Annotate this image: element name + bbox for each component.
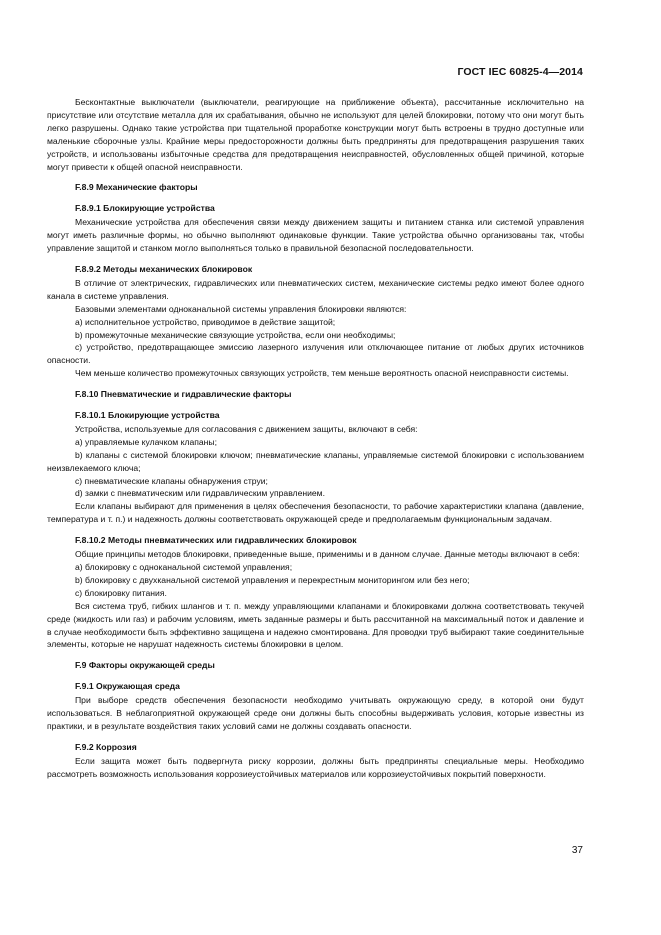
paragraph: Если защита может быть подвергнута риску коррозии, должны быть предприняты специальные меры. Необходимо рассмотреть возможность использования коррозиеустойчивых материалов или коррозиеустойчивых покрытий поверхности. bbox=[47, 755, 584, 779]
paragraph: При выборе средств обеспечения безопасности необходимо учитывать окружающую среду, в которой они будут использоваться. В неблагоприятной окружающей среде они должны быть способны выдерживать условия, которые известны из практики, и в результате воздействия таких условий сами не должны создавать опасности. bbox=[47, 695, 584, 731]
section-heading: F.9.1 Окружающая среда bbox=[75, 681, 180, 692]
list-item: b) клапаны с системой блокировки ключом; пневматические клапаны, управляемые системой блокировки с использованием неизвлекаемого ключа; bbox=[47, 449, 584, 473]
list-item: c) блокировку питания. bbox=[75, 587, 167, 598]
list-item: а) исполнительное устройство, приводимое в действие защитой; bbox=[75, 316, 336, 327]
paragraph: Вся система труб, гибких шлангов и т. п. между управляющими клапанами и блокировками должна соответствовать текучей среде (жидкость или газ) и рабочим условиям, иметь заданные размеры и быть рассчитанной на максимальный поток и давление и в случае необходимости быть эффективно защищена и надежно смонтирована. Для проводки труб выбирают такие соединительные элементы, которые не нарушат надежность системы блокировки в целом. bbox=[47, 600, 584, 650]
paragraph: Бесконтактные выключатели (выключатели, реагирующие на приближение объекта), рассчитанные исключительно на присутствие или отсутствие металла для их срабатывания, обычно не используют для целей блокировки, потому что они могут быть легко разрушены. Однако такие устройства при тщательной проработке конструкции могут быть встроены в трудно доступные или маленькие сборочные узлы. Крайние меры предосторожности должны быть предприняты для предотвращения разрушения таких устройств, и использованы избыточные средства для предотвращения неисправностей, обусловленных общей причиной, которые могут привести к общей опасной неисправности. bbox=[47, 97, 584, 172]
section-heading: F.9 Факторы окружающей среды bbox=[75, 660, 215, 671]
list-item: c) пневматические клапаны обнаружения струи; bbox=[75, 475, 268, 486]
list-item: а) блокировку с одноканальной системой управления; bbox=[75, 562, 293, 572]
paragraph: Механические устройства для обеспечения связи между движением защиты и питанием станка или системой управления могут иметь различные формы, но обычно выполняют одинаковые функции. Такие устройства обычно организованы так, чтобы управление защитой и станком могло выполняться только в правильной безопасной последовательности. bbox=[47, 217, 584, 254]
section-heading: F.8.10 Пневматические и гидравлические факторы bbox=[75, 389, 292, 400]
section-heading: F.8.10.1 Блокирующие устройства bbox=[75, 410, 220, 421]
paragraph: Базовыми элементами одноканальной системы управления блокировки являются: bbox=[75, 303, 407, 314]
paragraph: Чем меньше количество промежуточных связующих устройств, тем меньше вероятность опасной неисправности системы. bbox=[75, 368, 569, 379]
page-number: 37 bbox=[571, 845, 583, 856]
section-heading: F.8.10.2 Методы пневматических или гидравлических блокировок bbox=[75, 535, 357, 546]
document-body bbox=[47, 96, 584, 781]
section-heading: F.8.9 Механические факторы bbox=[75, 182, 198, 193]
list-item: а) управляемые кулачком клапаны; bbox=[75, 436, 217, 447]
section-heading: F.8.9.1 Блокирующие устройства bbox=[75, 203, 215, 214]
document-header: ГОСТ IEC 60825-4—2014 bbox=[457, 66, 583, 78]
paragraph: Если клапаны выбирают для применения в целях обеспечения безопасности, то рабочие характеристики клапана (давление, температура и т. п.) и надежность должны соответствовать окружающей среде и предполагаемым функциональным задачам. bbox=[47, 501, 584, 525]
paragraph: Общие принципы методов блокировки, приведенные выше, применимы и в данном случае. Данные методы включают в себя: bbox=[75, 549, 580, 560]
section-heading: F.9.2 Коррозия bbox=[75, 741, 137, 752]
list-item: b) блокировку с двухканальной системой управления и перекрестным мониторингом или без него; bbox=[75, 574, 470, 585]
list-item: b) промежуточные механические связующие устройства, если они необходимы; bbox=[75, 329, 396, 340]
paragraph: В отличие от электрических, гидравлических или пневматических систем, механические системы редко имеют более одного канала в системе управления. bbox=[47, 277, 584, 301]
list-item: c) устройство, предотвращающее эмиссию лазерного излучения или отключающее питание от любых других источников опасности. bbox=[47, 342, 584, 366]
section-heading: F.8.9.2 Методы механических блокировок bbox=[75, 263, 253, 274]
paragraph: Устройства, используемые для согласования с движением защиты, включают в себя: bbox=[75, 423, 418, 434]
list-item: d) замки с пневматическим или гидравлическим управлением. bbox=[75, 488, 325, 499]
